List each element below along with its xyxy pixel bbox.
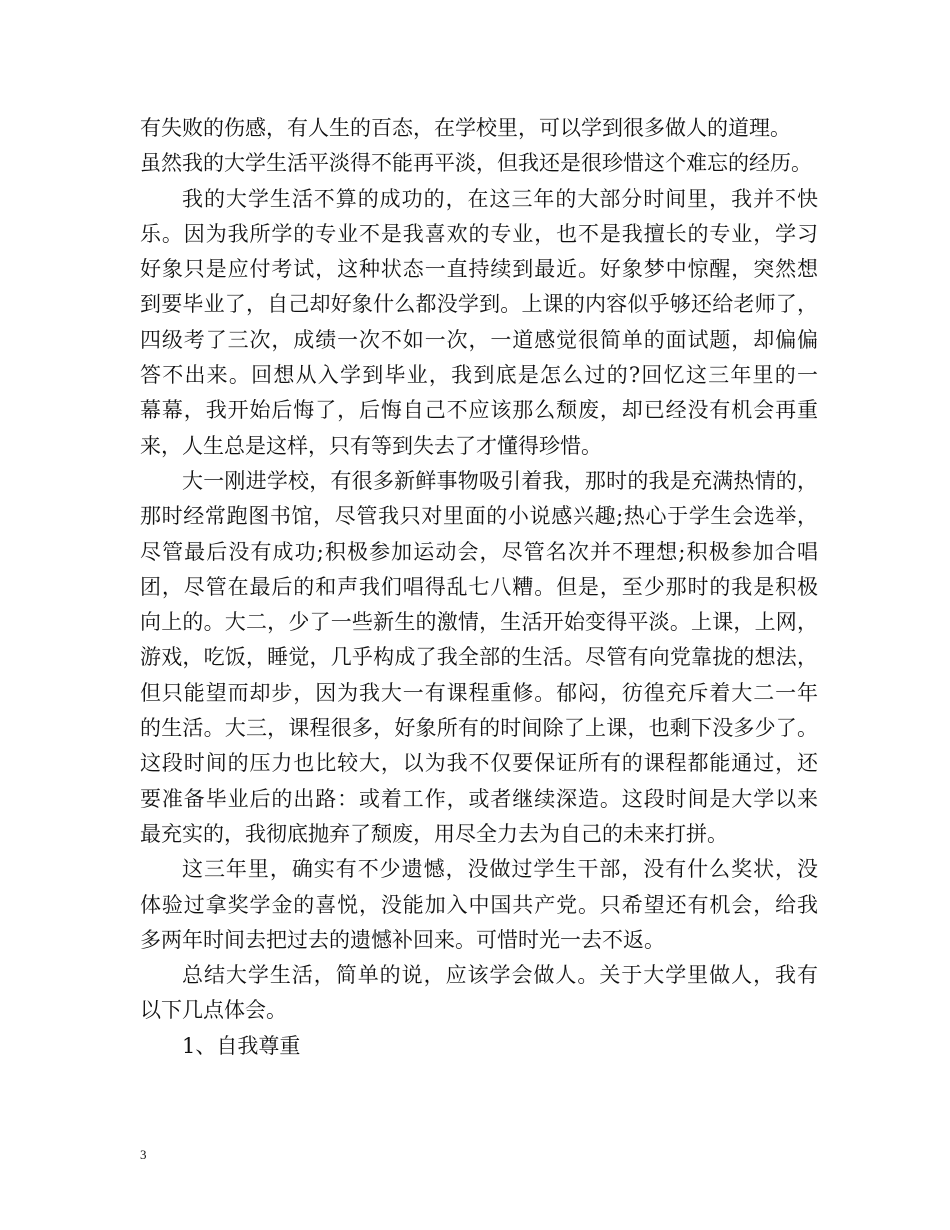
text-line: 总结大学生活，简单的说，应该学会做人。关于大学里做人，我有	[182, 963, 818, 988]
text-line: 这三年里，确实有不少遗憾，没做过学生干部，没有什么奖状，没	[182, 857, 818, 882]
text-line: 乐。因为我所学的专业不是我喜欢的专业，也不是我擅长的专业，学习	[140, 221, 818, 246]
text-line: 那时经常跑图书馆，尽管我只对里面的小说感兴趣;热心于学生会选举，	[140, 504, 818, 529]
text-line: 团，尽管在最后的和声我们唱得乱七八糟。但是，至少那时的我是积极	[140, 574, 818, 599]
text-line: 要准备毕业后的出路：或着工作，或者继续深造。这段时间是大学以来	[140, 786, 818, 811]
document-body	[140, 111, 818, 1064]
text-line: 向上的。大二，少了一些新生的激情，生活开始变得平淡。上课，上网，	[140, 610, 818, 635]
text-line: 来，人生总是这样，只有等到失去了才懂得珍惜。	[140, 433, 602, 458]
text-line: 四级考了三次，成绩一次不如一次，一道感觉很简单的面试题，却偏偏	[140, 327, 818, 352]
text-line: 但只能望而却步，因为我大一有课程重修。郁闷，彷徨充斥着大二一年	[140, 680, 818, 705]
text-line: 的生活。大三，课程很多，好象所有的时间除了上课，也剩下没多少了。	[140, 716, 818, 741]
section-heading: 1、自我尊重	[182, 1033, 301, 1058]
text-line: 答不出来。回想从入学到毕业，我到底是怎么过的?回忆这三年里的一	[140, 363, 818, 388]
text-line: 体验过拿奖学金的喜悦，没能加入中国共产党。只希望还有机会，给我	[140, 892, 818, 917]
text-line: 尽管最后没有成功;积极参加运动会，尽管名次并不理想;积极参加合唱	[140, 539, 818, 564]
text-line: 以下几点体会。	[140, 998, 287, 1023]
text-line: 虽然我的大学生活平淡得不能再平淡，但我还是很珍惜这个难忘的经历。	[140, 151, 812, 176]
text-line: 这段时间的压力也比较大，以为我不仅要保证所有的课程都能通过，还	[140, 751, 818, 776]
page-number: 3	[140, 1147, 147, 1162]
text-line: 大一刚进学校，有很多新鲜事物吸引着我，那时的我是充满热情的，	[182, 468, 818, 493]
text-line: 有失败的伤感，有人生的百态，在学校里，可以学到很多做人的道理。	[140, 116, 791, 140]
text-line: 多两年时间去把过去的遗憾补回来。可惜时光一去不返。	[140, 927, 665, 952]
text-line: 游戏，吃饭，睡觉，几乎构成了我全部的生活。尽管有向党靠拢的想法，	[140, 645, 818, 670]
text-line: 幕幕，我开始后悔了，后悔自己不应该那么颓废，却已经没有机会再重	[140, 398, 818, 423]
text-line: 到要毕业了，自己却好象什么都没学到。上课的内容似乎够还给老师了，	[140, 292, 818, 317]
text-line: 我的大学生活不算的成功的，在这三年的大部分时间里，我并不快	[182, 186, 818, 211]
text-line: 好象只是应付考试，这种状态一直持续到最近。好象梦中惊醒，突然想	[140, 257, 818, 282]
text-line: 最充实的，我彻底抛弃了颓废，用尽全力去为自己的未来打拼。	[140, 821, 728, 846]
